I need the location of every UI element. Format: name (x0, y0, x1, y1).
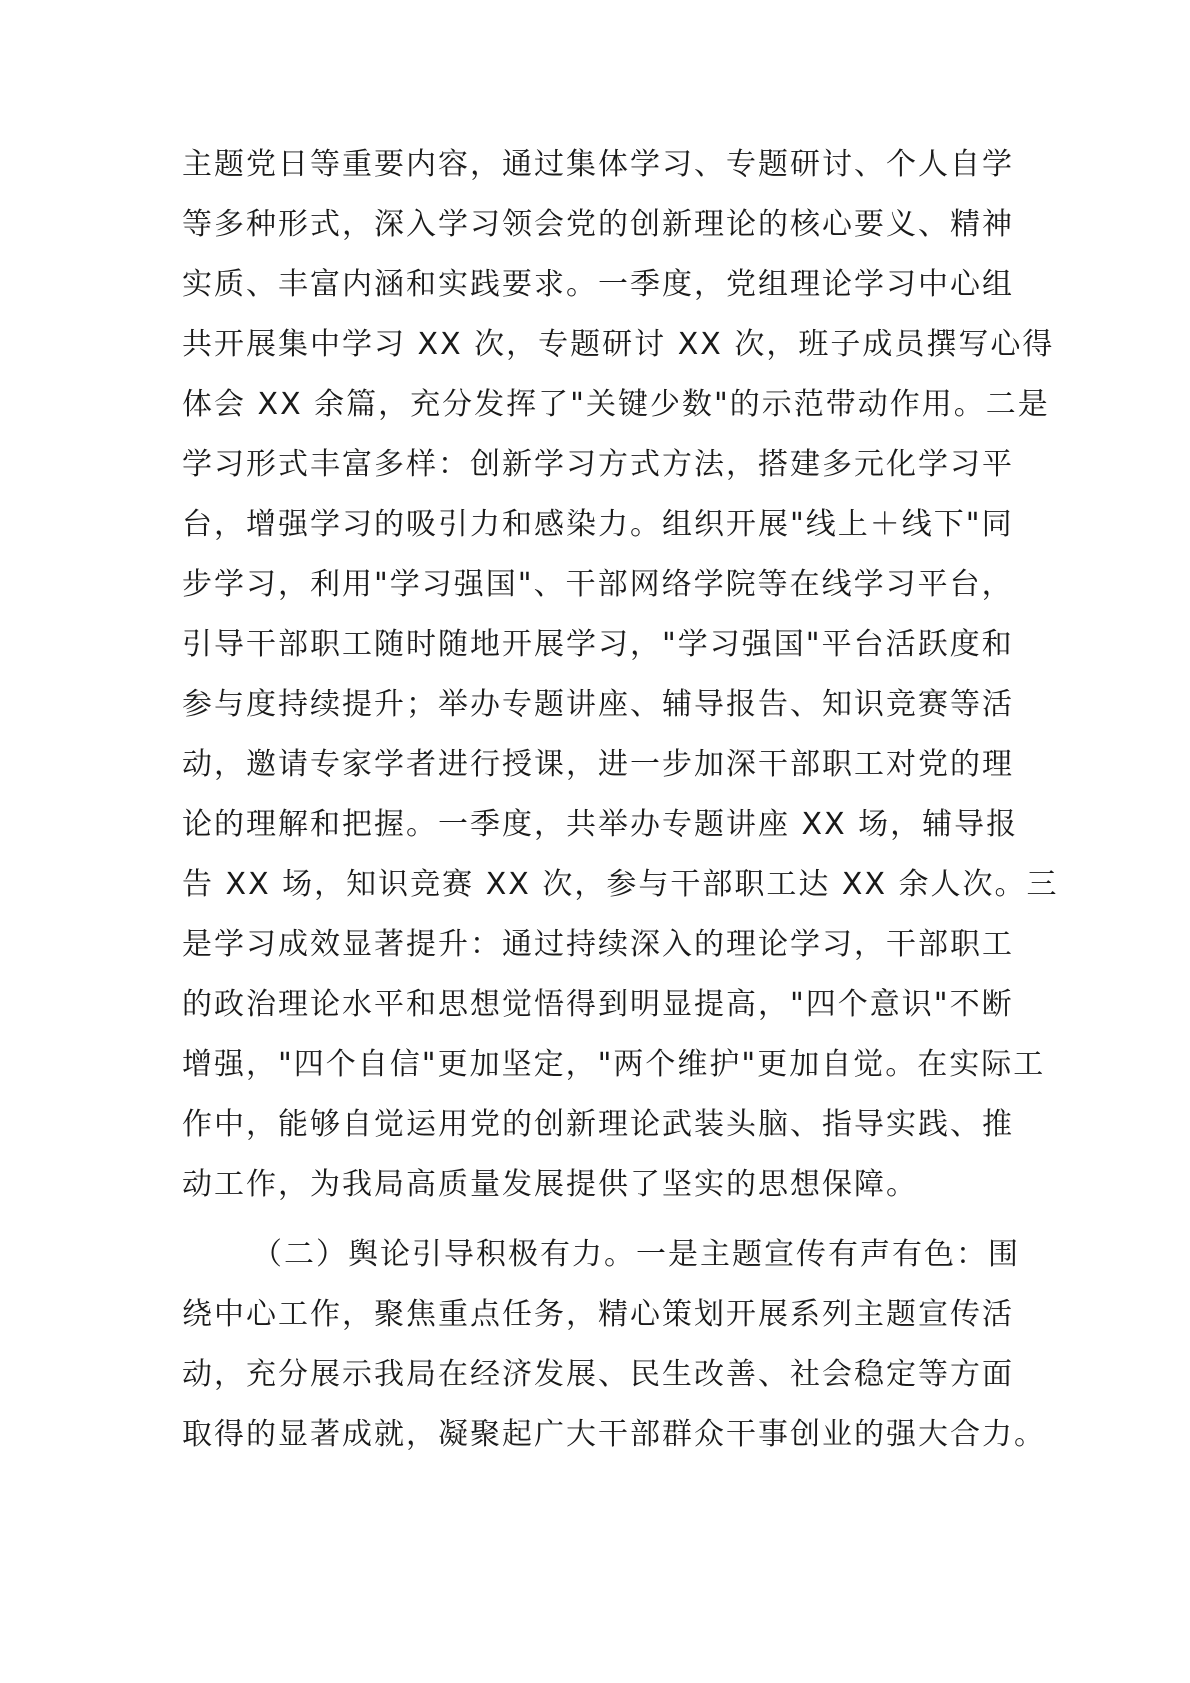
text-line: 作中，能够自觉运用党的创新理论武装头脑、指导实践、推 (182, 1107, 1014, 1142)
text-line: 的政治理论水平和思想觉悟得到明显提高，"四个意识"不断 (182, 987, 1014, 1022)
text-line: 主题党日等重要内容，通过集体学习、专题研讨、个人自学 (182, 147, 1014, 182)
text-line: 动，充分展示我局在经济发展、民生改善、社会稳定等方面 (182, 1357, 1014, 1392)
text-line: 绕中心工作，聚焦重点任务，精心策划开展系列主题宣传活 (182, 1297, 1014, 1332)
text-line: 动工作，为我局高质量发展提供了坚实的思想保障。 (182, 1167, 918, 1202)
text-line: 动，邀请专家学者进行授课，进一步加深干部职工对党的理 (182, 747, 1014, 782)
text-line: 体会 XX 余篇，充分发挥了"关键少数"的示范带动作用。二是 (182, 387, 1050, 422)
text-line: 学习形式丰富多样：创新学习方式方法，搭建多元化学习平 (182, 447, 1014, 482)
text-line: 共开展集中学习 XX 次，专题研讨 XX 次，班子成员撰写心得 (182, 327, 1055, 362)
text-line: 实质、丰富内涵和实践要求。一季度，党组理论学习中心组 (182, 267, 1014, 302)
text-line: 论的理解和把握。一季度，共举办专题讲座 XX 场，辅导报 (182, 807, 1019, 842)
text-line: 是学习成效显著提升：通过持续深入的理论学习，干部职工 (182, 927, 1014, 962)
text-line: 引导干部职工随时随地开展学习，"学习强国"平台活跃度和 (182, 627, 1014, 662)
text-line: 等多种形式，深入学习领会党的创新理论的核心要义、精神 (182, 207, 1014, 242)
text-line: 台，增强学习的吸引力和感染力。组织开展"线上＋线下"同 (182, 507, 1014, 542)
text-line: 步学习，利用"学习强国"、干部网络学院等在线学习平台， (182, 567, 1014, 602)
paragraph-heading-line: （二）舆论引导积极有力。一是主题宣传有声有色：围 (252, 1237, 1020, 1272)
text-line: 告 XX 场，知识竞赛 XX 次，参与干部职工达 XX 余人次。三 (182, 867, 1059, 902)
text-line: 参与度持续提升；举办专题讲座、辅导报告、知识竞赛等活 (182, 687, 1014, 722)
text-line: 增强，"四个自信"更加坚定，"两个维护"更加自觉。在实际工 (182, 1047, 1046, 1082)
text-line: 取得的显著成就，凝聚起广大干部群众干事创业的强大合力。 (182, 1417, 1046, 1452)
